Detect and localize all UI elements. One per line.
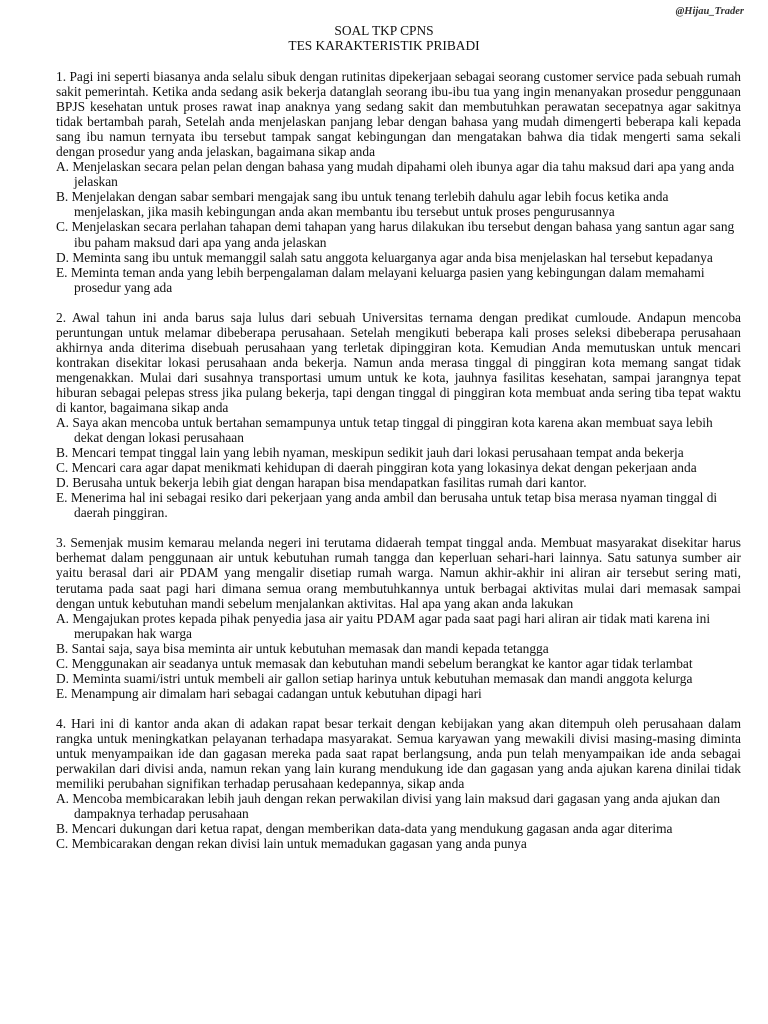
option-b: B. Santai saja, saya bisa meminta air untuk kebutuhan memasak dan mandi kepada tetangga <box>56 640 549 656</box>
option-e: E. Menerima hal ini sebagai resiko dari pekerjaan yang anda ambil dan berusaha untuk tetap bisa merasa nyaman tinggal di daerah pinggiran. <box>56 490 718 521</box>
option-d: D. Meminta suami/istri untuk membeli air gallon setiap harinya untuk kebutuhan memasak dan mandi anggota kelurga <box>56 670 693 686</box>
option-c: C. Menjelaskan secara perlahan tahapan demi tahapan yang harus dilakukan ibu tersebut dengan bahasa yang santun agar sang ibu paham maksud dari apa yang anda jelaskan <box>56 219 735 250</box>
question-stem: 2. Awal tahun ini anda barus saja lulus dari sebuah Universitas ternama dengan predikat cumloude. Andapun mencoba peruntungan untuk melamar dibeberapa perusahaan. Setelah mengikuti beberapa kali proses seleksi dibeberapa perusahaan akhirnya anda diterima disebuah perusahaan yang terletak dipinggiran kota. Kemudian Anda memutuskan untuk mencari kontrakan disekitar lokasi perusahaan anda bekerja. Namun anda merasa tinggal di pinggiran kota memang sangat tidak mengenakkan. Mulai dari susahnya transportasi umum untuk ke kota, jauhnya fasilitas kesehatan, sampai jarangnya tepat hiburan sebagai pelepas stress jika pulang bekerja, tapi dengan tinggal di pinggiran kota membuat anda sering tiba tepat waktu di kantor, bagaimana sikap anda <box>56 309 741 415</box>
option-b: B. Mencari dukungan dari ketua rapat, dengan memberikan data-data yang mendukung gagasan anda agar diterima <box>56 821 673 837</box>
option-d: D. Berusaha untuk bekerja lebih giat dengan harapan bisa mendapatkan fasilitas rumah dari kantor. <box>56 475 587 491</box>
option-a: A. Mencoba membicarakan lebih jauh dengan rekan perwakilan divisi yang lain maksud dari gagasan yang anda ajukan dan dampaknya terhadap perusahaan <box>56 791 721 822</box>
watermark: @Hijau_Trader <box>675 6 744 17</box>
document-header <box>0 23 768 53</box>
question-2 <box>56 310 741 521</box>
option-b: B. Menjelakan dengan sabar sembari mengajak sang ibu untuk tenang terlebih dahulu agar lebih focus ketika anda menjelaskan, jika masih kebingungan anda akan membantu ibu tersebut untuk proses pengurusannya <box>56 189 669 220</box>
option-b: B. Mencari tempat tinggal lain yang lebih nyaman, meskipun sedikit jauh dari lokasi perusahaan tempat anda bekerja <box>56 445 684 461</box>
option-a: A. Saya akan mencoba untuk bertahan semampunya untuk tetap tinggal di pinggiran kota karena akan membuat saya lebih dekat dengan lokasi perusahaan <box>56 415 713 446</box>
option-c: C. Membicarakan dengan rekan divisi lain untuk memadukan gagasan yang anda punya <box>56 836 527 852</box>
option-e: E. Meminta teman anda yang lebih berpengalaman dalam melayani keluarga pasien yang kebingungan dalam memahami prosedur yang ada <box>56 264 705 295</box>
option-c: C. Mencari cara agar dapat menikmati kehidupan di daerah pinggiran kota yang lokasinya dekat dengan pekerjaan anda <box>56 460 697 476</box>
option-d: D. Meminta sang ibu untuk memanggil salah satu anggota keluarganya agar anda bisa menjelaskan hal tersebut kepadanya <box>56 249 713 265</box>
document-subtitle: TES KARAKTERISTIK PRIBADI <box>288 38 480 53</box>
question-list <box>56 69 741 866</box>
question-stem: 1. Pagi ini seperti biasanya anda selalu sibuk dengan rutinitas dipekerjaan sebagai seorang customer service pada sebuah rumah sakit pemerintah. Ketika anda sedang asik bekerja datanglah seorang ibu-ibu tua yang ingin menanyakan prosedur penggunaan BPJS kesehatan untuk proses rawat inap anaknya yang sedang sakit dan membutuhkan perawatan secepatnya agar sakitnya tidak bertambah parah, Setelah anda menjelaskan panjang lebar dengan bahasa yang mudah dimengerti beberapa kali kepada sang ibu namun ternyata ibu tersebut tampak sangat kebingungan dan mengatakan bahwa dia tidak mengerti sama sekali dengan prosedur yang anda jelaskan, bagaimana sikap anda <box>56 69 741 160</box>
question-stem: 3. Semenjak musim kemarau melanda negeri ini terutama didaerah tempat tinggal anda. Membuat masyarakat disekitar harus berhemat dalam penggunaan air untuk kebutuhan rumah tangga dan keperluan sehari-hari lainnya. Satu satunya sumber air yaitu berasal dari air PDAM yang mengalir disetiap rumah warga. Namun akhir-akhir ini aliran air tersebut sering mati, terutama pada saat pagi hari dimana semua orang membutuhkannya untuk berbagai aktivitas mulai dari memasak sampai dengan untuk kebutuhan mandi sebelum menjalankan aktivitas. Hal apa yang akan anda lakukan <box>56 535 741 611</box>
question-1 <box>56 69 741 295</box>
option-a: A. Menjelaskan secara pelan pelan dengan bahasa yang mudah dipahami oleh ibunya agar dia tahu maksud dari apa yang anda jelaskan <box>56 159 735 190</box>
option-c: C. Menggunakan air seadanya untuk memasak dan kebutuhan mandi sebelum berangkat ke kantor agar tidak terlambat <box>56 655 693 671</box>
option-e: E. Menampung air dimalam hari sebagai cadangan untuk kebutuhan dipagi hari <box>56 685 482 701</box>
question-4 <box>56 716 741 851</box>
question-stem: 4. Hari ini di kantor anda akan di adakan rapat besar terkait dengan kebijakan yang akan ditempuh oleh perusahaan dalam rangka untuk meningkatkan pelayanan terhadapa masyarakat. Semua karyawan yang mewakili divisi masing-masing diminta untuk menyampaikan ide dan gagasan mereka pada saat rapat berlangsung, anda pun telah menyampaikan ide anda sebagai perwakilan dari divisi anda, namun rekan yang lain kurang mendukung ide dan gagasan yang anda ajukan karena dinilai tidak memiliki perubahan signifikan terhadap perusahaan kedepannya, sikap anda <box>56 715 741 792</box>
question-3 <box>56 535 741 701</box>
document-title: SOAL TKP CPNS <box>334 23 434 38</box>
option-a: A. Mengajukan protes kepada pihak penyedia jasa air yaitu PDAM agar pada saat pagi hari aliran air tidak mati karena ini merupakan hak warga <box>56 610 711 641</box>
